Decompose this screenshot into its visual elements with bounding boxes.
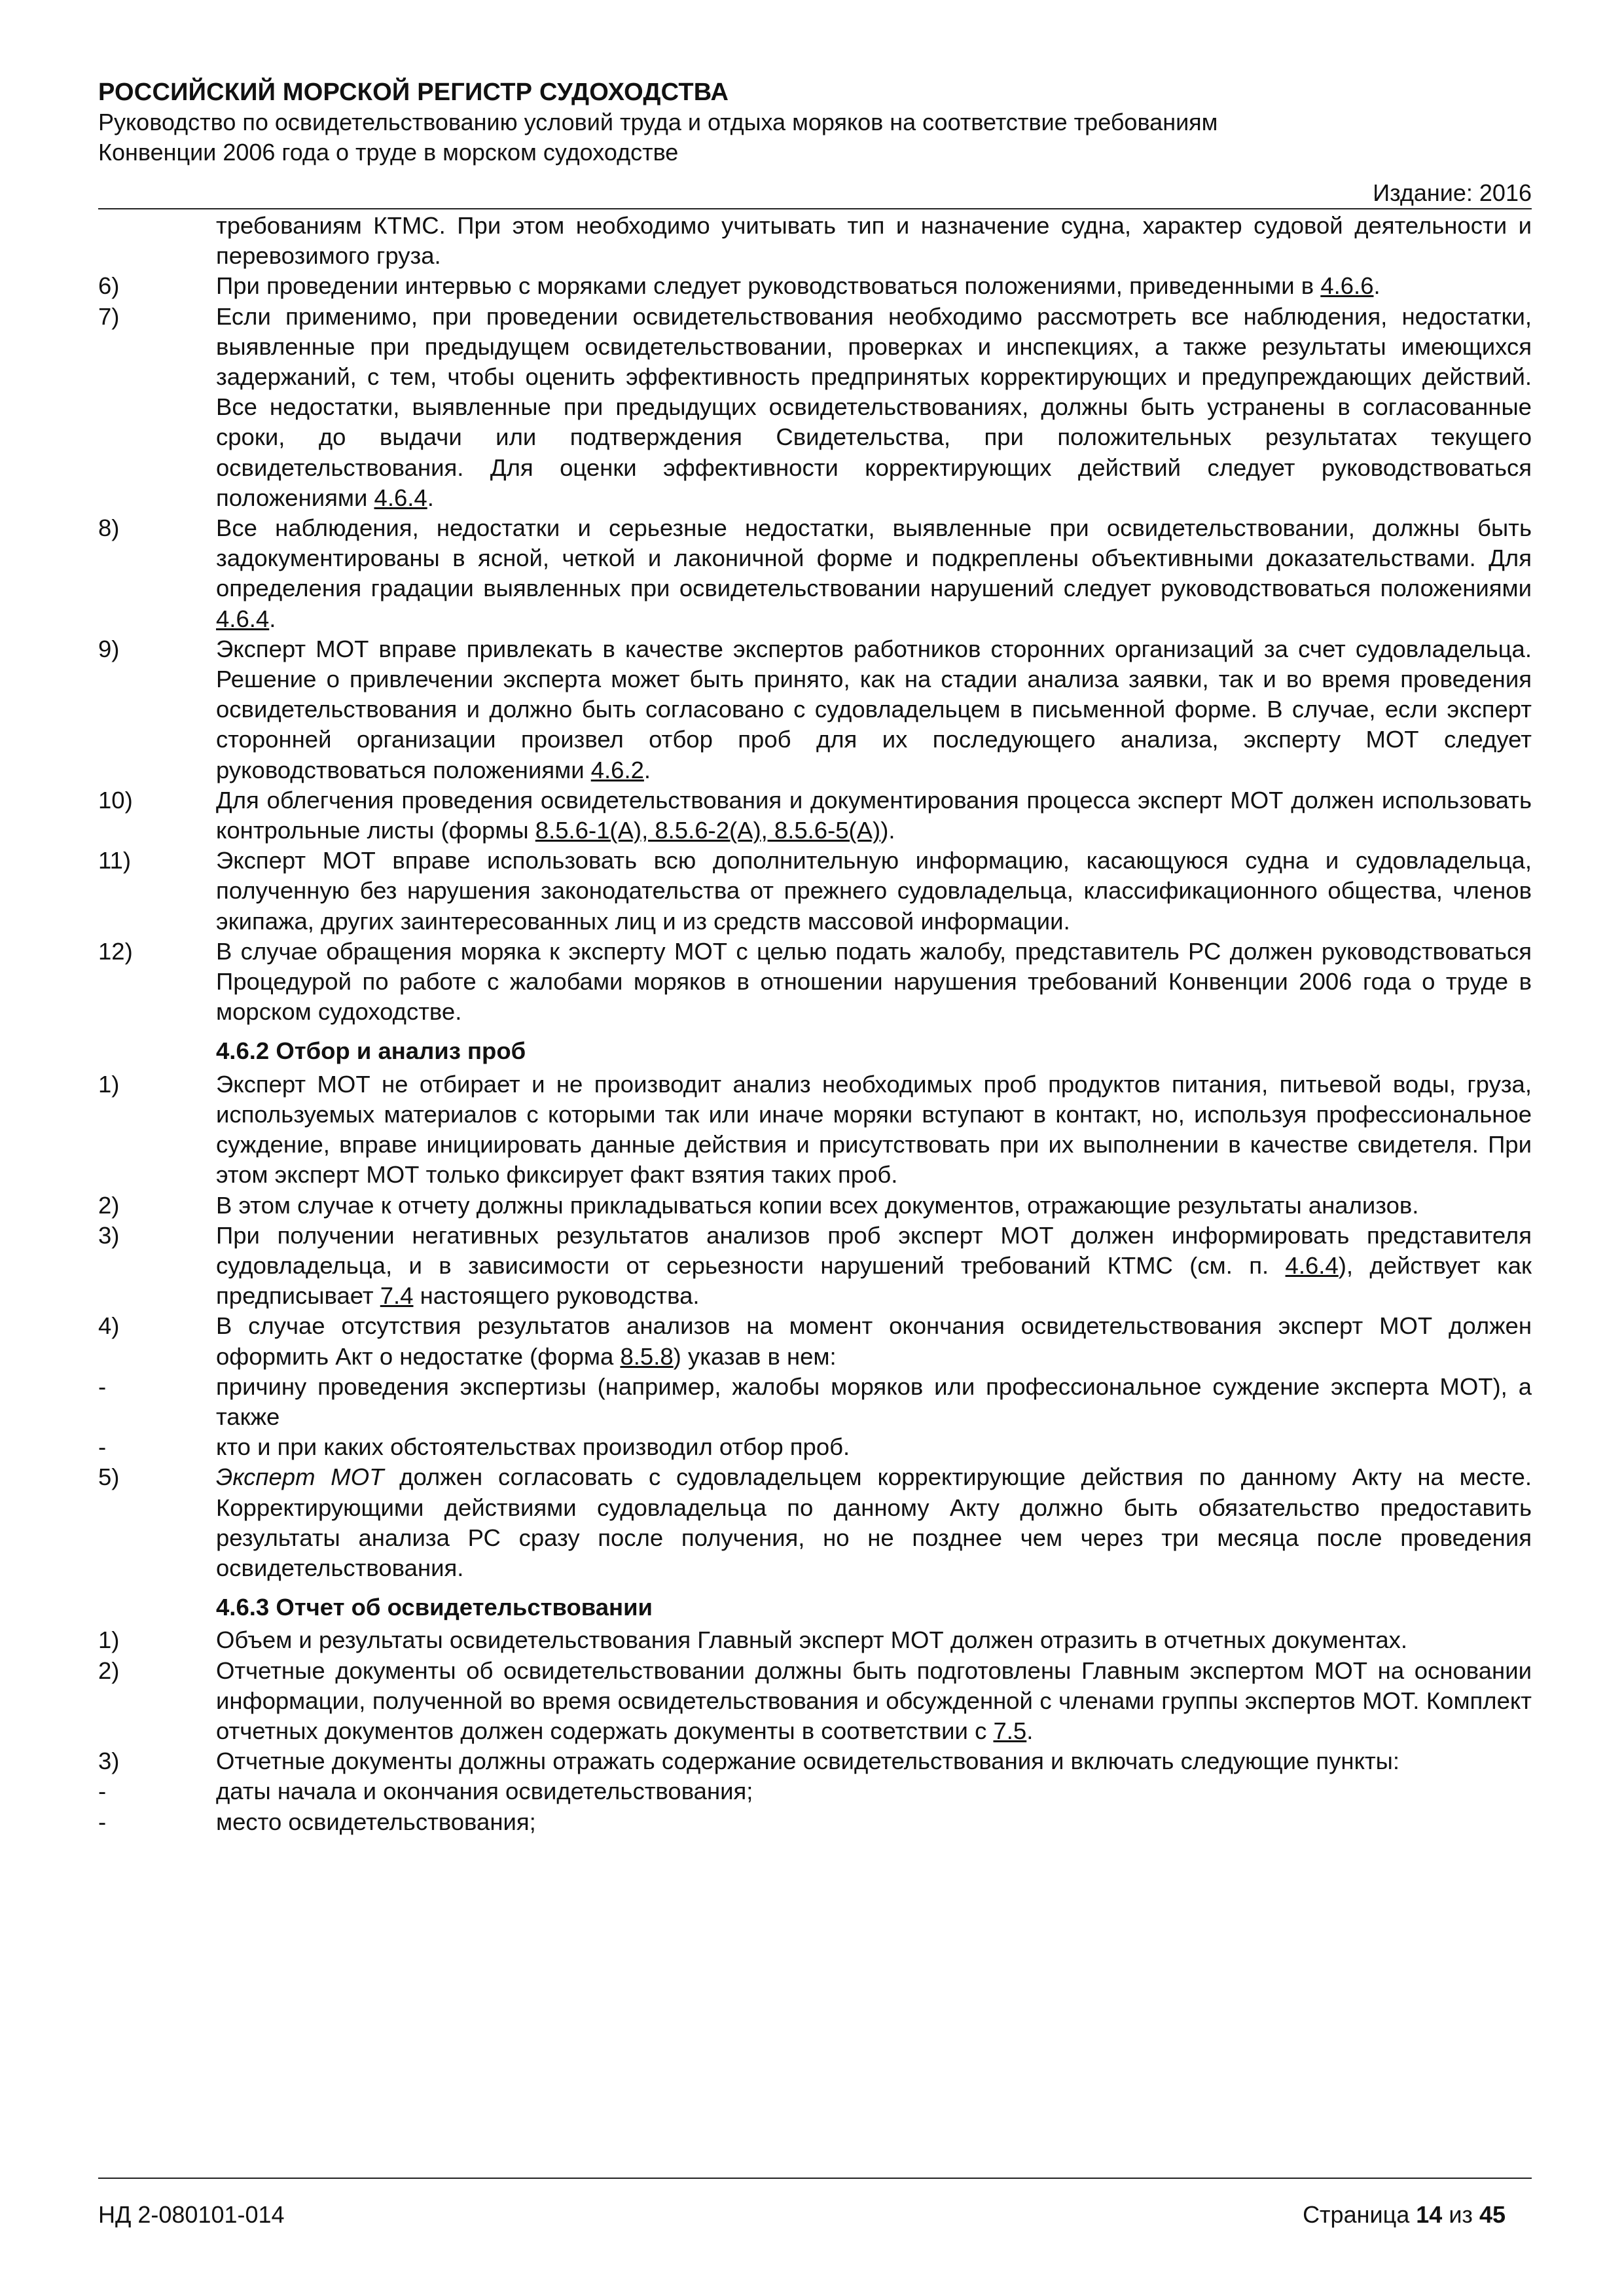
page-of-label: из xyxy=(1449,2201,1473,2228)
text-run: ). xyxy=(880,817,895,844)
cross-reference-link[interactable]: 4.6.6 xyxy=(1320,272,1374,300)
text-run: . xyxy=(269,605,276,632)
cross-reference-link[interactable]: 4.6.4 xyxy=(216,605,270,632)
emphasis-text: Эксперт МОТ xyxy=(216,1463,384,1491)
list-item xyxy=(98,1776,1532,1806)
list-item-text xyxy=(216,1776,1532,1806)
list-item-text xyxy=(216,846,1532,937)
list-item-number: 5) xyxy=(98,1463,120,1491)
list-item-text xyxy=(216,634,1532,785)
list-item xyxy=(98,1311,1532,1371)
list-4-6-1-continued xyxy=(98,211,1532,1027)
list-item-text xyxy=(216,937,1532,1028)
text-run: При получении негативных результатов анализов проб эксперт МОТ должен информировать представителя судовладельца, и в зависимости от серьезности нарушений требований КТМС (см. п. xyxy=(216,1221,1532,1279)
section-heading-4-6-2 xyxy=(98,1036,1532,1066)
list-item-number: 6) xyxy=(98,272,120,300)
text-run: Отчетные документы об освидетельствовании должны быть подготовлены Главным экспертом МОТ на основании информации, полученной во время освидетельствования и обсужденной с членами группы экспертов МОТ. Комплект отчетных документов должен содержать документы в соответствии с xyxy=(216,1657,1532,1744)
list-item-number: 3) xyxy=(98,1221,120,1249)
list-item xyxy=(98,1656,1532,1747)
list-item-number: - xyxy=(98,1778,107,1805)
cross-reference-link[interactable]: 7.5 xyxy=(993,1717,1027,1744)
cross-reference-link[interactable]: 8.5.8 xyxy=(620,1342,674,1370)
list-item-text xyxy=(216,1625,1532,1655)
list-item-number: 2) xyxy=(98,1191,120,1219)
text-run: место освидетельствования; xyxy=(216,1808,536,1835)
text-run: . xyxy=(643,756,651,783)
text-run: Все наблюдения, недостатки и серьезные недостатки, выявленные при освидетельствовании, должны быть задокументированы в ясной, четкой и лаконичной форме и подкреплены объективными доказательствами. Для определения градации выявленных при освидетельствовании нарушений следует руководствоваться положениями xyxy=(216,514,1532,602)
list-item xyxy=(98,211,1532,271)
list-item-text xyxy=(216,1432,1532,1462)
text-run: даты начала и окончания освидетельствования; xyxy=(216,1778,753,1805)
text-run: Эксперт МОТ вправе привлекать в качестве экспертов работников сторонних организаций за счет судовладельца. Решение о привлечении эксперта может быть принято, как на стадии анализа заявки, так и во время проведения освидетельствования и должно быть согласовано с судовладельцем в письменной форме. В случае, если эксперт сторонней организации произвел отбор проб для их последующего анализа, эксперту МОТ следует руководствоваться положениями xyxy=(216,635,1532,783)
list-item-number: 4) xyxy=(98,1312,120,1340)
document-number: НД 2-080101-014 xyxy=(98,2201,285,2228)
list-item xyxy=(98,1069,1532,1191)
page-number xyxy=(1303,2200,1506,2229)
list-4-6-3 xyxy=(98,1625,1532,1837)
list-item xyxy=(98,846,1532,937)
list-item-number: 2) xyxy=(98,1657,120,1684)
list-item-number: 1) xyxy=(98,1070,120,1098)
list-item xyxy=(98,1462,1532,1583)
text-run: причину проведения экспертизы (например, жалобы моряков или профессиональное суждение эксперта МОТ), а также xyxy=(216,1372,1532,1430)
text-run: ) указав в нем: xyxy=(673,1342,837,1370)
list-item-text xyxy=(216,1656,1532,1747)
text-run: В этом случае к отчету должны прикладываться копии всех документов, отражающие результаты анализов. xyxy=(216,1191,1419,1219)
document-title-line-2: Конвенции 2006 года о труде в морском судоходстве xyxy=(98,139,679,166)
text-run: настоящего руководства. xyxy=(413,1282,700,1310)
list-item xyxy=(98,1625,1532,1655)
list-item xyxy=(98,513,1532,634)
list-item-text xyxy=(216,1372,1532,1432)
list-item xyxy=(98,937,1532,1028)
list-item-text xyxy=(216,1746,1532,1776)
list-item-number: - xyxy=(98,1372,107,1400)
list-item xyxy=(98,302,1532,513)
section-heading-4-6-3 xyxy=(98,1592,1532,1623)
list-item xyxy=(98,785,1532,846)
cross-reference-link[interactable]: 4.6.2 xyxy=(590,756,644,783)
list-item xyxy=(98,634,1532,785)
edition-label: Издание: 2016 xyxy=(1373,179,1532,206)
cross-reference-link[interactable]: 4.6.4 xyxy=(1285,1251,1339,1279)
list-item xyxy=(98,1432,1532,1462)
list-item-text xyxy=(216,1807,1532,1837)
list-item-text xyxy=(216,1311,1532,1371)
text-run: Объем и результаты освидетельствования Главный эксперт МОТ должен отразить в отчетных документах. xyxy=(216,1626,1408,1654)
organization-name: РОССИЙСКИЙ МОРСКОЙ РЕГИСТР СУДОХОДСТВА xyxy=(98,79,729,106)
list-item xyxy=(98,1221,1532,1312)
cross-reference-link[interactable]: 4.6.4 xyxy=(374,484,427,511)
text-run: ), действует как предписывает xyxy=(216,1251,1532,1310)
list-item-number: - xyxy=(98,1808,107,1835)
list-item-text xyxy=(216,1191,1532,1221)
list-item-text xyxy=(216,1069,1532,1191)
list-item-number: 8) xyxy=(98,514,120,542)
text-run: . xyxy=(1026,1717,1034,1744)
text-run: Если применимо, при проведении освидетельствования необходимо рассмотреть все наблюдения, недостатки, выявленные при предыдущем освидетельствовании, проверках и инспекциях, а также результаты имеющихся задержаний, с тем, чтобы оценить эффективность предпринятых корректирующих и предупреждающих действий. Все недостатки, выявленные при предыдущих освидетельствованиях, должны быть устранены в согласованные сроки, до выдачи или подтверждения Свидетельства, при положительных результатах текущего освидетельствования. Для оценки эффективности корректирующих действий следует руководствоваться положениями xyxy=(216,302,1532,511)
page-current: 14 xyxy=(1416,2201,1443,2228)
text-run: В случае обращения моряка к эксперту МОТ с целью подать жалобу, представитель РС должен руководствоваться Процедурой по работе с жалобами моряков в отношении нарушения требований Конвенции 2006 года о труде в морском судоходстве. xyxy=(216,937,1532,1026)
list-item-text xyxy=(216,271,1532,301)
list-item xyxy=(98,271,1532,301)
list-item-number: 10) xyxy=(98,786,133,814)
page-total: 45 xyxy=(1479,2201,1506,2228)
text-run: Эксперт МОТ вправе использовать всю дополнительную информацию, касающуюся судна и судовладельца, полученную без нарушения законодательства от прежнего судовладельца, классификационного общества, членов экипажа, других заинтересованных лиц и из средств массовой информации. xyxy=(216,847,1532,935)
list-item-text xyxy=(216,1462,1532,1583)
text-run: Для облегчения проведения освидетельствования и документирования процесса эксперт МОТ должен использовать контрольные листы (формы xyxy=(216,786,1532,844)
page-header xyxy=(98,77,1532,208)
text-run: . xyxy=(427,484,434,511)
list-4-6-2 xyxy=(98,1069,1532,1583)
text-run: должен согласовать с судовладельцем корректирующие действия по данному Акту на месте. Корректирующими действиями судовладельца по данному Акту должно быть обязательство предоставить результаты анализа РС сразу после получения, но не позднее чем через три месяца после проведения освидетельствования. xyxy=(216,1463,1532,1581)
list-item xyxy=(98,1746,1532,1776)
list-item-number: 7) xyxy=(98,302,120,330)
list-item-text xyxy=(216,211,1532,271)
list-item xyxy=(98,1191,1532,1221)
text-run: кто и при каких обстоятельствах производил отбор проб. xyxy=(216,1433,850,1461)
text-run: Отчетные документы должны отражать содержание освидетельствования и включать следующие пункты: xyxy=(216,1748,1400,1775)
list-item-number: 12) xyxy=(98,937,133,965)
text-run: требованиям КТМС. При этом необходимо учитывать тип и назначение судна, характер судовой деятельности и перевозимого груза. xyxy=(216,212,1532,270)
page-label: Страница xyxy=(1303,2201,1410,2228)
text-run: В случае отсутствия результатов анализов на момент окончания освидетельствования эксперт МОТ должен оформить Акт о недостатке (форма xyxy=(216,1312,1532,1370)
page-content xyxy=(98,211,1532,1837)
list-item-text xyxy=(216,302,1532,513)
text-run: При проведении интервью с моряками следует руководствоваться положениями, приведенными в xyxy=(216,272,1321,300)
list-item-number: 9) xyxy=(98,635,120,662)
list-item xyxy=(98,1807,1532,1837)
document-title-line-1: Руководство по освидетельствованию условий труда и отдыха моряков на соответствие требованиям xyxy=(98,109,1218,135)
list-item-number: 3) xyxy=(98,1748,120,1775)
cross-reference-link[interactable]: 7.4 xyxy=(380,1282,414,1310)
section-title: 4.6.2 Отбор и анализ проб xyxy=(216,1037,526,1065)
cross-reference-link[interactable]: 8.5.6-1(А), 8.5.6-2(А), 8.5.6-5(А) xyxy=(535,817,881,844)
section-title: 4.6.3 Отчет об освидетельствовании xyxy=(216,1594,653,1621)
list-item-text xyxy=(216,785,1532,846)
list-item xyxy=(98,1372,1532,1432)
list-item-number: 1) xyxy=(98,1626,120,1654)
list-item-text xyxy=(216,1221,1532,1312)
text-run: . xyxy=(1373,272,1380,300)
text-run: Эксперт МОТ не отбирает и не производит анализ необходимых проб продуктов питания, питьевой воды, груза, используемых материалов с которыми так или иначе моряки вступают в контакт, но, используя профессиональное суждение, вправе инициировать данные действия и присутствовать при их выполнении в качестве свидетеля. При этом эксперт МОТ только фиксирует факт взятия таких проб. xyxy=(216,1070,1532,1189)
list-item-number: 11) xyxy=(98,847,132,874)
list-item-text xyxy=(216,513,1532,634)
list-item-number xyxy=(98,211,216,271)
footer-divider xyxy=(98,2178,1532,2179)
header-divider xyxy=(98,208,1532,209)
list-item-number: - xyxy=(98,1433,107,1461)
